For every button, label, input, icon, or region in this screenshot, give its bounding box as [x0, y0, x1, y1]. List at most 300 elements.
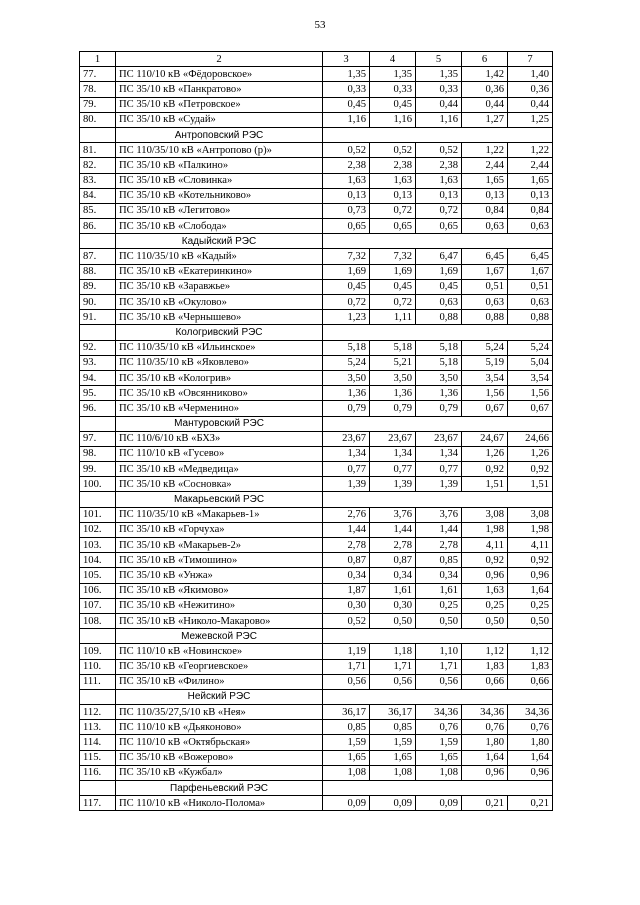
value-cell: 0,50 — [370, 613, 416, 628]
substation-name: ПС 110/10 кВ «Гусево» — [116, 446, 323, 461]
value-cell: 0,84 — [462, 203, 508, 218]
value-cell: 0,67 — [462, 401, 508, 416]
table-row — [80, 173, 553, 188]
section-empty-cell — [323, 234, 553, 249]
value-cell: 1,42 — [462, 67, 508, 82]
row-number: 107. — [80, 598, 116, 613]
value-cell: 3,08 — [462, 507, 508, 522]
value-cell: 0,65 — [370, 219, 416, 234]
value-cell: 0,96 — [462, 765, 508, 780]
value-cell: 2,38 — [323, 158, 370, 173]
value-cell: 1,26 — [462, 446, 508, 461]
value-cell: 1,63 — [462, 583, 508, 598]
section-row — [80, 629, 553, 644]
substation-name: ПС 110/35/10 кВ «Яковлево» — [116, 355, 323, 370]
value-cell: 1,08 — [323, 765, 370, 780]
value-cell: 2,44 — [508, 158, 553, 173]
row-number: 92. — [80, 340, 116, 355]
value-cell: 7,32 — [370, 249, 416, 264]
value-cell: 1,64 — [508, 750, 553, 765]
value-cell: 0,13 — [462, 188, 508, 203]
value-cell: 0,52 — [323, 143, 370, 158]
value-cell: 1,56 — [508, 386, 553, 401]
value-cell: 1,39 — [416, 477, 462, 492]
value-cell: 0,13 — [323, 188, 370, 203]
value-cell: 7,32 — [323, 249, 370, 264]
section-spacer-cell — [80, 325, 116, 340]
row-number: 79. — [80, 97, 116, 112]
table-row — [80, 553, 553, 568]
value-cell: 1,16 — [416, 112, 462, 127]
value-cell: 0,50 — [416, 613, 462, 628]
substation-name: ПС 35/10 кВ «Нежитино» — [116, 598, 323, 613]
section-empty-cell — [323, 492, 553, 507]
value-cell: 0,45 — [416, 279, 462, 294]
row-number: 100. — [80, 477, 116, 492]
section-row — [80, 234, 553, 249]
value-cell: 0,67 — [508, 401, 553, 416]
table-row — [80, 188, 553, 203]
table-row — [80, 370, 553, 385]
value-cell: 0,72 — [416, 203, 462, 218]
value-cell: 1,61 — [416, 583, 462, 598]
table-row — [80, 386, 553, 401]
substation-name: ПС 35/10 кВ «Палкино» — [116, 158, 323, 173]
section-spacer-cell — [80, 416, 116, 431]
table-row — [80, 264, 553, 279]
value-cell: 0,77 — [323, 462, 370, 477]
substation-name: ПС 35/10 кВ «Котельниково» — [116, 188, 323, 203]
row-number: 109. — [80, 644, 116, 659]
substation-name: ПС 35/10 кВ «Макарьев-2» — [116, 538, 323, 553]
column-header: 5 — [416, 52, 462, 67]
value-cell: 1,12 — [462, 644, 508, 659]
value-cell: 5,18 — [416, 340, 462, 355]
row-number: 97. — [80, 431, 116, 446]
table-row — [80, 750, 553, 765]
row-number: 104. — [80, 553, 116, 568]
value-cell: 0,36 — [508, 82, 553, 97]
value-cell: 1,65 — [370, 750, 416, 765]
table-row — [80, 158, 553, 173]
table-row — [80, 598, 553, 613]
value-cell: 1,08 — [416, 765, 462, 780]
value-cell: 6,47 — [416, 249, 462, 264]
substation-name: ПС 110/35/10 кВ «Ильинское» — [116, 340, 323, 355]
value-cell: 0,34 — [416, 568, 462, 583]
value-cell: 1,63 — [416, 173, 462, 188]
table-row — [80, 674, 553, 689]
table-row — [80, 583, 553, 598]
row-number: 84. — [80, 188, 116, 203]
row-number: 114. — [80, 735, 116, 750]
substation-name: ПС 110/10 кВ «Дьяконово» — [116, 720, 323, 735]
value-cell: 1,22 — [508, 143, 553, 158]
row-number: 88. — [80, 264, 116, 279]
table-row — [80, 355, 553, 370]
substation-name: ПС 35/10 кВ «Горчуха» — [116, 522, 323, 537]
value-cell: 3,50 — [370, 370, 416, 385]
section-empty-cell — [323, 689, 553, 704]
value-cell: 0,88 — [508, 310, 553, 325]
row-number: 115. — [80, 750, 116, 765]
value-cell: 0,63 — [416, 295, 462, 310]
section-row — [80, 416, 553, 431]
row-number: 108. — [80, 613, 116, 628]
value-cell: 1,16 — [370, 112, 416, 127]
section-spacer-cell — [80, 492, 116, 507]
section-row — [80, 689, 553, 704]
value-cell: 1,27 — [462, 112, 508, 127]
value-cell: 1,56 — [462, 386, 508, 401]
row-number: 95. — [80, 386, 116, 401]
value-cell: 5,19 — [462, 355, 508, 370]
table-row — [80, 705, 553, 720]
substation-name: ПС 35/10 кВ «Словинка» — [116, 173, 323, 188]
value-cell: 3,76 — [416, 507, 462, 522]
value-cell: 0,44 — [462, 97, 508, 112]
value-cell: 0,21 — [462, 796, 508, 811]
substation-name: ПС 110/35/10 кВ «Макарьев-1» — [116, 507, 323, 522]
value-cell: 0,63 — [462, 219, 508, 234]
substation-name: ПС 35/10 кВ «Вожерово» — [116, 750, 323, 765]
substation-name: ПС 110/10 кВ «Фёдоровское» — [116, 67, 323, 82]
value-cell: 1,63 — [323, 173, 370, 188]
value-cell: 0,56 — [323, 674, 370, 689]
value-cell: 0,50 — [462, 613, 508, 628]
substation-name: ПС 35/10 кВ «Якимово» — [116, 583, 323, 598]
value-cell: 0,30 — [323, 598, 370, 613]
value-cell: 0,36 — [462, 82, 508, 97]
value-cell: 0,77 — [416, 462, 462, 477]
value-cell: 4,11 — [462, 538, 508, 553]
table-row — [80, 720, 553, 735]
value-cell: 0,72 — [370, 295, 416, 310]
value-cell: 1,26 — [508, 446, 553, 461]
value-cell: 23,67 — [416, 431, 462, 446]
value-cell: 0,33 — [416, 82, 462, 97]
table-row — [80, 644, 553, 659]
substation-name: ПС 35/10 кВ «Чернышево» — [116, 310, 323, 325]
row-number: 86. — [80, 219, 116, 234]
substation-name: ПС 35/10 кВ «Кужбал» — [116, 765, 323, 780]
value-cell: 1,83 — [462, 659, 508, 674]
value-cell: 0,85 — [323, 720, 370, 735]
column-header: 2 — [116, 52, 323, 67]
value-cell: 0,13 — [416, 188, 462, 203]
section-spacer-cell — [80, 689, 116, 704]
substation-name: ПС 35/10 кВ «Медведица» — [116, 462, 323, 477]
row-number: 103. — [80, 538, 116, 553]
value-cell: 0,92 — [462, 462, 508, 477]
substation-name: ПС 110/35/10 кВ «Антропово (р)» — [116, 143, 323, 158]
table-row — [80, 522, 553, 537]
table-row — [80, 568, 553, 583]
substation-name: ПС 35/10 кВ «Судай» — [116, 112, 323, 127]
value-cell: 0,63 — [508, 295, 553, 310]
value-cell: 1,71 — [416, 659, 462, 674]
section-title: Макарьевский РЭС — [116, 492, 323, 507]
value-cell: 1,23 — [323, 310, 370, 325]
value-cell: 1,25 — [508, 112, 553, 127]
value-cell: 5,24 — [508, 340, 553, 355]
value-cell: 0,72 — [370, 203, 416, 218]
substation-name: ПС 110/35/10 кВ «Кадый» — [116, 249, 323, 264]
value-cell: 2,76 — [323, 507, 370, 522]
section-spacer-cell — [80, 781, 116, 796]
value-cell: 1,67 — [462, 264, 508, 279]
value-cell: 0,34 — [370, 568, 416, 583]
value-cell: 23,67 — [370, 431, 416, 446]
value-cell: 1,69 — [370, 264, 416, 279]
section-empty-cell — [323, 781, 553, 796]
substation-name: ПС 35/10 кВ «Филино» — [116, 674, 323, 689]
value-cell: 0,44 — [416, 97, 462, 112]
value-cell: 0,33 — [323, 82, 370, 97]
table-row — [80, 219, 553, 234]
substation-name: ПС 35/10 кВ «Екатеринкино» — [116, 264, 323, 279]
value-cell: 0,87 — [370, 553, 416, 568]
value-cell: 0,66 — [462, 674, 508, 689]
row-number: 82. — [80, 158, 116, 173]
substation-name: ПС 35/10 кВ «Николо-Макарово» — [116, 613, 323, 628]
row-number: 110. — [80, 659, 116, 674]
value-cell: 1,51 — [462, 477, 508, 492]
value-cell: 1,19 — [323, 644, 370, 659]
value-cell: 0,33 — [370, 82, 416, 97]
column-number-row — [80, 52, 553, 67]
substation-name: ПС 35/10 кВ «Петровское» — [116, 97, 323, 112]
section-empty-cell — [323, 629, 553, 644]
row-number: 91. — [80, 310, 116, 325]
value-cell: 1,35 — [370, 67, 416, 82]
value-cell: 0,51 — [462, 279, 508, 294]
section-title: Кадыйский РЭС — [116, 234, 323, 249]
value-cell: 2,38 — [416, 158, 462, 173]
value-cell: 0,85 — [416, 553, 462, 568]
row-number: 87. — [80, 249, 116, 264]
table-row — [80, 462, 553, 477]
row-number: 81. — [80, 143, 116, 158]
row-number: 83. — [80, 173, 116, 188]
value-cell: 0,65 — [416, 219, 462, 234]
value-cell: 1,98 — [462, 522, 508, 537]
value-cell: 1,35 — [416, 67, 462, 82]
value-cell: 5,18 — [323, 340, 370, 355]
value-cell: 5,24 — [323, 355, 370, 370]
value-cell: 1,71 — [323, 659, 370, 674]
row-number: 101. — [80, 507, 116, 522]
value-cell: 0,52 — [323, 613, 370, 628]
value-cell: 36,17 — [323, 705, 370, 720]
value-cell: 2,38 — [370, 158, 416, 173]
value-cell: 1,12 — [508, 644, 553, 659]
section-spacer-cell — [80, 629, 116, 644]
value-cell: 0,79 — [323, 401, 370, 416]
value-cell: 1,44 — [323, 522, 370, 537]
substation-name: ПС 110/35/27,5/10 кВ «Нея» — [116, 705, 323, 720]
value-cell: 1,51 — [508, 477, 553, 492]
value-cell: 0,63 — [508, 219, 553, 234]
value-cell: 5,18 — [416, 355, 462, 370]
value-cell: 0,09 — [416, 796, 462, 811]
section-title: Парфеньевский РЭС — [116, 781, 323, 796]
row-number: 89. — [80, 279, 116, 294]
value-cell: 0,09 — [323, 796, 370, 811]
value-cell: 0,25 — [508, 598, 553, 613]
table-row — [80, 477, 553, 492]
section-empty-cell — [323, 416, 553, 431]
value-cell: 1,80 — [462, 735, 508, 750]
row-number: 112. — [80, 705, 116, 720]
value-cell: 0,51 — [508, 279, 553, 294]
value-cell: 1,44 — [370, 522, 416, 537]
value-cell: 1,10 — [416, 644, 462, 659]
value-cell: 0,44 — [508, 97, 553, 112]
value-cell: 1,63 — [370, 173, 416, 188]
row-number: 78. — [80, 82, 116, 97]
value-cell: 1,16 — [323, 112, 370, 127]
value-cell: 1,34 — [323, 446, 370, 461]
value-cell: 1,39 — [370, 477, 416, 492]
value-cell: 1,71 — [370, 659, 416, 674]
value-cell: 0,63 — [462, 295, 508, 310]
row-number: 113. — [80, 720, 116, 735]
value-cell: 0,56 — [416, 674, 462, 689]
substation-name: ПС 35/10 кВ «Георгиевское» — [116, 659, 323, 674]
value-cell: 1,65 — [416, 750, 462, 765]
value-cell: 1,34 — [370, 446, 416, 461]
value-cell: 1,36 — [370, 386, 416, 401]
value-cell: 0,21 — [508, 796, 553, 811]
section-title: Межевской РЭС — [116, 629, 323, 644]
section-title: Нейский РЭС — [116, 689, 323, 704]
value-cell: 0,96 — [508, 765, 553, 780]
table-row — [80, 401, 553, 416]
value-cell: 2,78 — [370, 538, 416, 553]
value-cell: 0,45 — [370, 97, 416, 112]
value-cell: 1,65 — [508, 173, 553, 188]
table-row — [80, 82, 553, 97]
table-row — [80, 659, 553, 674]
value-cell: 0,45 — [323, 279, 370, 294]
value-cell: 1,34 — [416, 446, 462, 461]
value-cell: 34,36 — [416, 705, 462, 720]
value-cell: 0,85 — [370, 720, 416, 735]
value-cell: 0,76 — [508, 720, 553, 735]
row-number: 99. — [80, 462, 116, 477]
value-cell: 1,67 — [508, 264, 553, 279]
value-cell: 0,65 — [323, 219, 370, 234]
table-row — [80, 340, 553, 355]
section-row — [80, 325, 553, 340]
section-spacer-cell — [80, 127, 116, 142]
substation-name: ПС 110/6/10 кВ «БХЗ» — [116, 431, 323, 446]
value-cell: 1,64 — [508, 583, 553, 598]
table-row — [80, 613, 553, 628]
value-cell: 0,34 — [323, 568, 370, 583]
section-title: Кологривский РЭС — [116, 325, 323, 340]
table-row — [80, 446, 553, 461]
table-row — [80, 97, 553, 112]
value-cell: 0,30 — [370, 598, 416, 613]
value-cell: 0,92 — [508, 462, 553, 477]
value-cell: 1,59 — [323, 735, 370, 750]
row-number: 98. — [80, 446, 116, 461]
substation-name: ПС 110/10 кВ «Новинское» — [116, 644, 323, 659]
column-header: 1 — [80, 52, 116, 67]
value-cell: 0,25 — [462, 598, 508, 613]
value-cell: 3,54 — [508, 370, 553, 385]
value-cell: 0,84 — [508, 203, 553, 218]
value-cell: 1,39 — [323, 477, 370, 492]
row-number: 93. — [80, 355, 116, 370]
value-cell: 23,67 — [323, 431, 370, 446]
value-cell: 0,79 — [370, 401, 416, 416]
substation-name: ПС 35/10 кВ «Окулово» — [116, 295, 323, 310]
row-number: 106. — [80, 583, 116, 598]
table-row — [80, 310, 553, 325]
value-cell: 3,54 — [462, 370, 508, 385]
value-cell: 0,79 — [416, 401, 462, 416]
column-header: 7 — [508, 52, 553, 67]
value-cell: 0,96 — [462, 568, 508, 583]
section-spacer-cell — [80, 234, 116, 249]
value-cell: 1,59 — [370, 735, 416, 750]
section-row — [80, 127, 553, 142]
value-cell: 0,52 — [416, 143, 462, 158]
row-number: 80. — [80, 112, 116, 127]
row-number: 116. — [80, 765, 116, 780]
value-cell: 4,11 — [508, 538, 553, 553]
row-number: 105. — [80, 568, 116, 583]
value-cell: 2,78 — [323, 538, 370, 553]
row-number: 77. — [80, 67, 116, 82]
value-cell: 2,44 — [462, 158, 508, 173]
table-row — [80, 507, 553, 522]
value-cell: 36,17 — [370, 705, 416, 720]
value-cell: 34,36 — [508, 705, 553, 720]
substation-name: ПС 35/10 кВ «Заравжье» — [116, 279, 323, 294]
value-cell: 1,98 — [508, 522, 553, 537]
value-cell: 0,76 — [462, 720, 508, 735]
value-cell: 0,56 — [370, 674, 416, 689]
value-cell: 0,45 — [370, 279, 416, 294]
value-cell: 0,13 — [508, 188, 553, 203]
table-row — [80, 67, 553, 82]
table-row — [80, 765, 553, 780]
value-cell: 3,76 — [370, 507, 416, 522]
section-empty-cell — [323, 325, 553, 340]
value-cell: 3,08 — [508, 507, 553, 522]
value-cell: 0,88 — [462, 310, 508, 325]
substation-name: ПС 110/10 кВ «Николо-Полома» — [116, 796, 323, 811]
value-cell: 1,08 — [370, 765, 416, 780]
section-row — [80, 492, 553, 507]
section-title: Антроповский РЭС — [116, 127, 323, 142]
substation-name: ПС 35/10 кВ «Тимошино» — [116, 553, 323, 568]
value-cell: 1,61 — [370, 583, 416, 598]
table-row — [80, 112, 553, 127]
substation-name: ПС 35/10 кВ «Сосновка» — [116, 477, 323, 492]
substation-name: ПС 35/10 кВ «Легитово» — [116, 203, 323, 218]
value-cell: 0,73 — [323, 203, 370, 218]
value-cell: 0,45 — [323, 97, 370, 112]
value-cell: 0,13 — [370, 188, 416, 203]
value-cell: 0,52 — [370, 143, 416, 158]
substation-name: ПС 110/10 кВ «Октябрьская» — [116, 735, 323, 750]
value-cell: 0,66 — [508, 674, 553, 689]
